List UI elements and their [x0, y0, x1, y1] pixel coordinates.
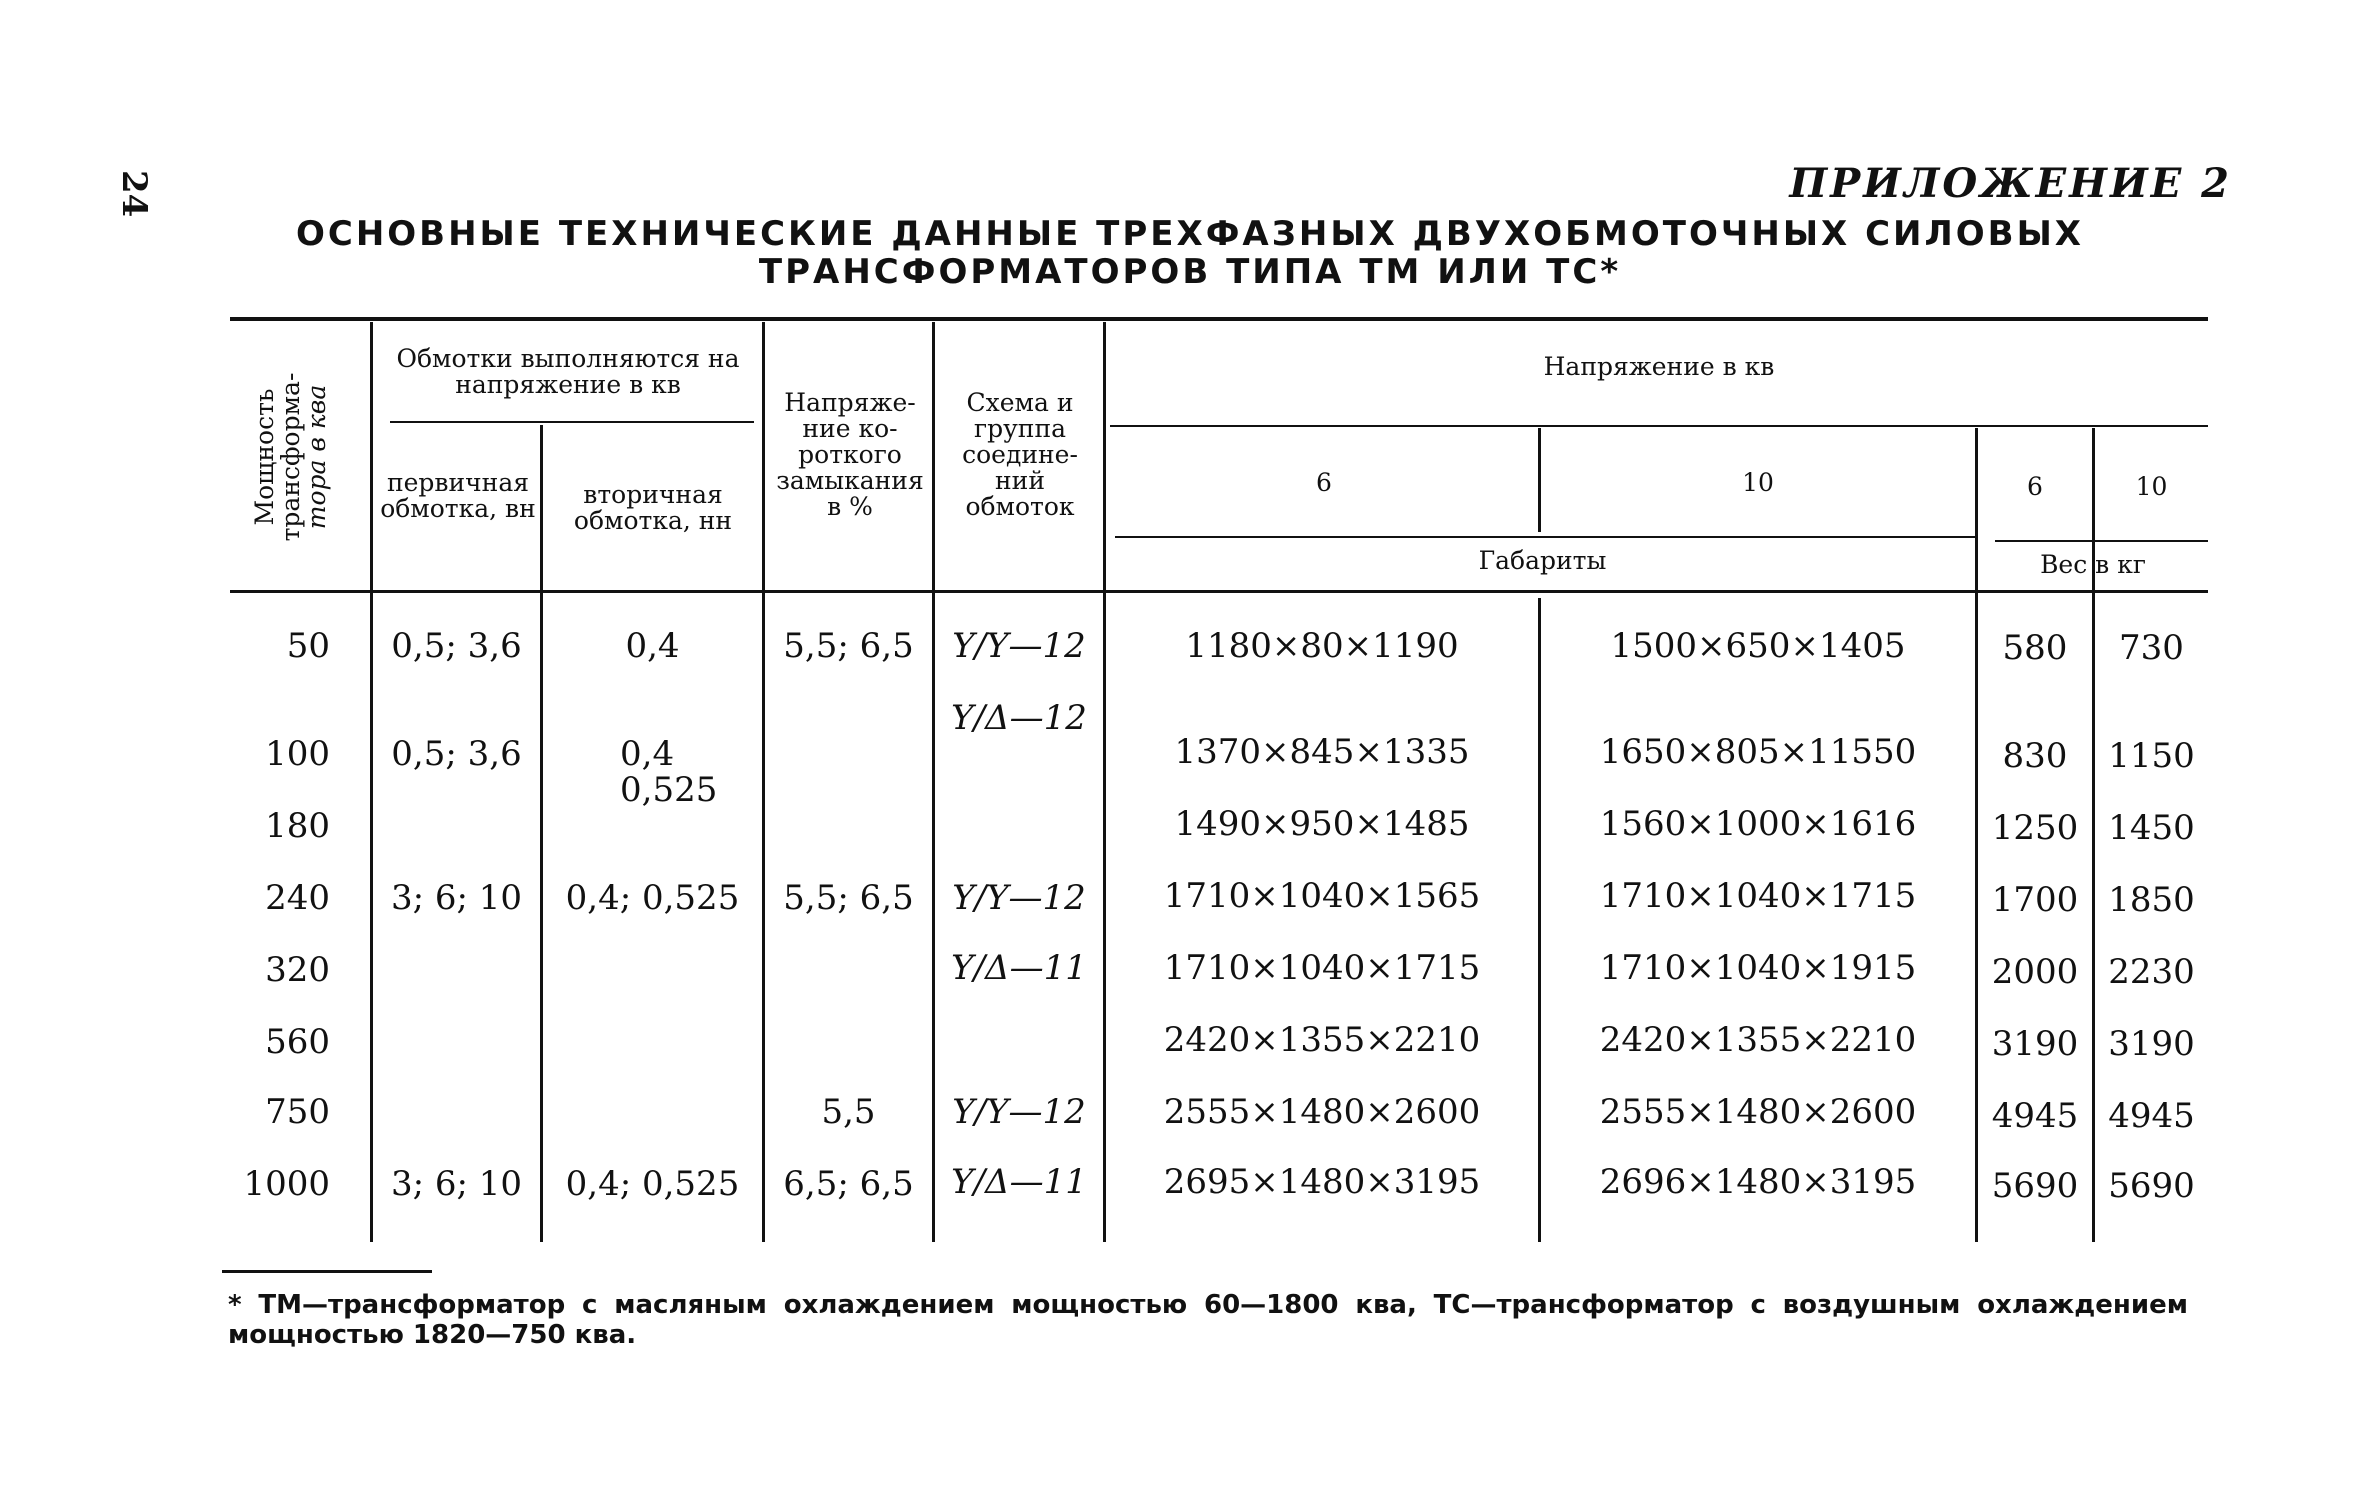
cell-power: 320 — [265, 950, 330, 990]
header-voltage-6: 6 — [1316, 468, 1332, 497]
cell-weight-10: 1450 — [2108, 808, 2195, 848]
header-power-line-1: Мощность — [250, 388, 279, 526]
cell-weight-6: 830 — [2002, 736, 2068, 776]
cell-weight-10: 4945 — [2108, 1096, 2195, 1136]
cell-dim-10: 2696×1480×3195 — [1599, 1162, 1917, 1202]
cell-dim-6: 2555×1480×2600 — [1163, 1092, 1481, 1132]
cell-scheme: Y/Δ—11 — [951, 1162, 1087, 1202]
table-top-rule — [230, 317, 2208, 321]
cell-weight-6: 3190 — [1991, 1024, 2079, 1064]
appendix-label: ПРИЛОЖЕНИЕ 2 — [1789, 160, 2232, 207]
header-power-line-2: трансформа- — [276, 372, 305, 542]
cell-dim-6: 2695×1480×3195 — [1163, 1162, 1481, 1202]
header-secondary: вторичная обмотка, нн — [573, 480, 733, 535]
cell-dim-6: 1710×1040×1565 — [1163, 876, 1481, 916]
cell-weight-10: 730 — [2119, 628, 2184, 668]
cell-secondary: 0,4 — [625, 626, 680, 666]
cell-scheme: Y/Δ—11 — [951, 948, 1087, 988]
header-scheme: Схема и группа соедине-ний обмоток — [962, 388, 1078, 521]
voltage-sub-rule — [1110, 425, 2208, 427]
cell-power: 100 — [265, 734, 330, 774]
header-power — [252, 332, 330, 582]
col-divider — [540, 425, 543, 1242]
table-title — [230, 215, 2150, 291]
page-number: 24 — [114, 170, 154, 218]
cell-dim-6: 1180×80×1190 — [1185, 626, 1459, 666]
cell-dim-6: 1370×845×1335 — [1174, 732, 1470, 772]
cell-weight-10: 1150 — [2108, 736, 2195, 776]
header-windings-group: Обмотки выполняются на напряжение в кв — [396, 344, 740, 399]
header-bottom-rule — [230, 590, 2208, 593]
cell-power: 180 — [265, 806, 330, 846]
cell-dim-10: 1500×650×1405 — [1610, 626, 1906, 666]
cell-scheme: Y/Y—12 — [952, 878, 1086, 918]
header-voltage-10: 10 — [1742, 468, 1774, 497]
cell-short-circuit: 5,5 — [821, 1092, 876, 1132]
cell-dim-6: 2420×1355×2210 — [1163, 1020, 1481, 1060]
header-weight — [1978, 552, 2208, 578]
cell-dim-10: 2555×1480×2600 — [1599, 1092, 1917, 1132]
cell-secondary: 0,525 — [620, 770, 718, 810]
cell-secondary: 0,4 — [620, 734, 675, 774]
cell-weight-10: 1850 — [2108, 880, 2195, 920]
windings-sub-rule — [390, 421, 754, 423]
dimensions-rule — [1115, 536, 1975, 538]
cell-secondary: 0,4; 0,525 — [565, 878, 740, 918]
cell-weight-6: 5690 — [1991, 1166, 2079, 1206]
cell-dim-10: 1650×805×11550 — [1599, 732, 1917, 772]
cell-power: 750 — [265, 1092, 330, 1132]
footnote-rule — [222, 1270, 432, 1273]
col-divider — [1538, 598, 1541, 1242]
header-primary: первичная обмотка, вн — [380, 468, 536, 523]
cell-primary: 3; 6; 10 — [390, 1164, 523, 1204]
footnote: * ТМ—трансформатор с масляным охлаждением мощностью 60—1800 ква, ТС—трансформатор с воздушным охлаждением мощностью 1820—750 ква. — [228, 1290, 2188, 1350]
cell-weight-6: 4945 — [1991, 1096, 2079, 1136]
cell-short-circuit: 5,5; 6,5 — [783, 878, 914, 918]
header-weight-10: 10 — [2135, 472, 2168, 501]
cell-weight-10: 3190 — [2108, 1024, 2195, 1064]
header-voltage-group: Напряжение в кв — [1543, 352, 1775, 381]
cell-primary: 3; 6; 10 — [390, 878, 523, 918]
cell-weight-10: 5690 — [2108, 1166, 2195, 1206]
cell-primary: 0,5; 3,6 — [391, 734, 522, 774]
cell-weight-6: 2000 — [1991, 952, 2079, 992]
cell-weight-10: 2230 — [2108, 952, 2195, 992]
cell-dim-10: 1560×1000×1616 — [1599, 804, 1917, 844]
weight-rule — [1995, 540, 2208, 542]
cell-weight-6: 1250 — [1991, 808, 2079, 848]
cell-short-circuit: 5,5; 6,5 — [783, 626, 914, 666]
header-short-circuit: Напряже-ние ко-роткого замыкания в % — [776, 388, 924, 521]
cell-scheme: Y/Δ—12 — [951, 698, 1087, 738]
title-line-2: ТРАНСФОРМАТОРОВ ТИПА ТМ ИЛИ ТС* — [758, 252, 1622, 292]
header-dimensions: Габариты — [1478, 546, 1607, 575]
cell-dim-10: 1710×1040×1715 — [1599, 876, 1917, 916]
cell-dim-10: 1710×1040×1915 — [1599, 948, 1917, 988]
cell-dim-6: 1490×950×1485 — [1174, 804, 1470, 844]
cell-primary: 0,5; 3,6 — [391, 626, 522, 666]
cell-scheme: Y/Y—12 — [952, 626, 1086, 666]
header-weight-label: Вес в кг — [2040, 550, 2146, 579]
cell-dim-6: 1710×1040×1715 — [1163, 948, 1481, 988]
cell-power: 1000 — [243, 1164, 330, 1204]
cell-short-circuit: 6,5; 6,5 — [783, 1164, 914, 1204]
cell-scheme: Y/Y—12 — [952, 1092, 1086, 1132]
cell-secondary: 0,4; 0,525 — [565, 1164, 740, 1204]
cell-dim-10: 2420×1355×2210 — [1599, 1020, 1917, 1060]
cell-power: 560 — [265, 1022, 330, 1062]
title-line-1: ОСНОВНЫЕ ТЕХНИЧЕСКИЕ ДАННЫЕ ТРЕХФАЗНЫХ ДВУХОБМОТОЧНЫХ СИЛОВЫХ — [295, 214, 2085, 254]
cell-weight-6: 1700 — [1991, 880, 2079, 920]
header-power-line-3: тора в ква — [302, 384, 331, 530]
cell-weight-6: 580 — [2002, 628, 2068, 668]
header-weight-6: 6 — [2027, 472, 2043, 501]
cell-power: 240 — [265, 878, 330, 918]
cell-power: 50 — [286, 626, 330, 666]
col-divider — [370, 322, 373, 1242]
